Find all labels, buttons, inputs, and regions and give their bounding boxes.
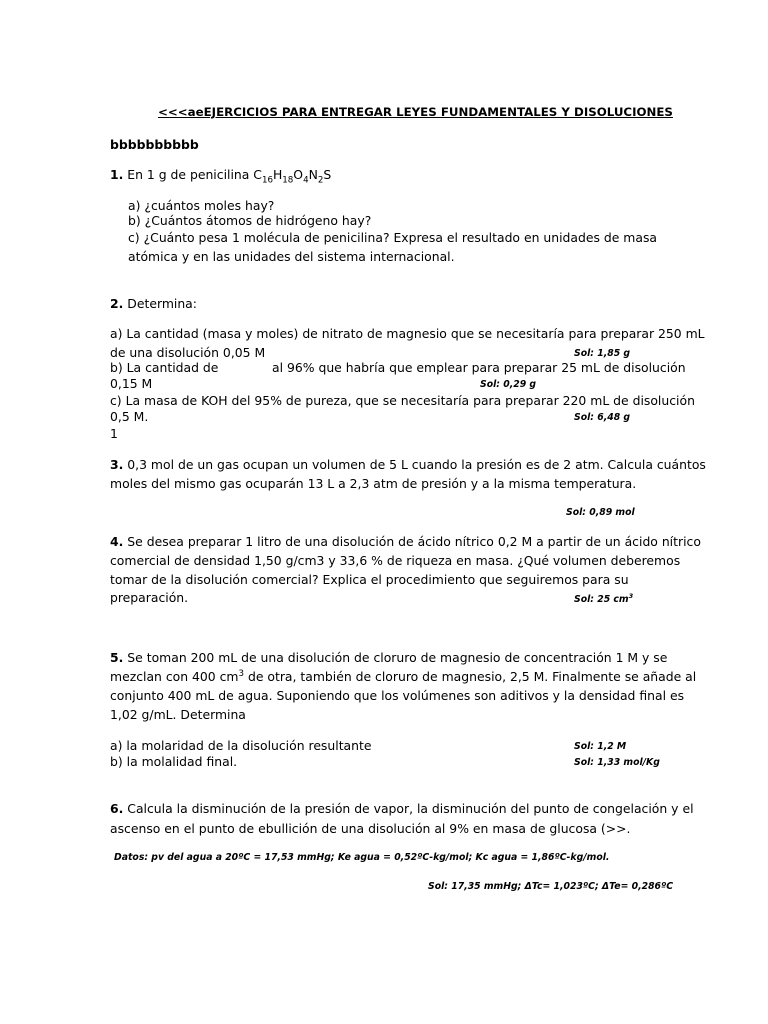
exercise-2-item-a-line2: de una disolución 0,05 M [110,345,266,360]
formula-subscript: 4 [303,175,309,186]
data-note: Datos: pv del agua a 20ºC = 17,53 mmHg; Ke agua = 0,52ºC-kg/mol; Kc agua = 1,86ºC-kg/mol. [114,852,610,863]
exercise-3-line2: moles del mismo gas ocuparán 13 L a 2,3 atm de presión y a la misma temperatura. [110,476,637,491]
exercise-4-line4: preparación. [110,590,189,605]
solution-label: Sol: 1,33 mol/Kg [574,757,660,768]
exercise-2-intro [110,298,197,310]
exercise-number: 4. [110,534,124,549]
exercise-text: Calcula la disminución de la presión de vapor, la disminución del punto de congelación y el [127,801,694,816]
solution-label: Sol: 0,29 g [480,379,537,390]
exercise-text: En 1 g de penicilina C [127,167,262,182]
formula-element: S [323,167,332,182]
exercise-text: Se toman 200 mL de una disolución de cloruro de magnesio de concentración 1 M y se [127,650,668,665]
formula-element: H [272,167,283,182]
solution-label [574,591,634,605]
formula-element: N [308,167,318,182]
exercise-4-line1 [110,536,701,548]
exercise-2-item-b-line1-left: b) La cantidad de [110,360,219,375]
exercise-5-item-b: b) la molalidad final. [110,754,238,769]
formula-element: O [293,167,304,182]
exercise-text: de otra, también de cloruro de magnesio, 2,5 M. Finalmente se añade al [244,669,697,684]
exercise-number: 3. [110,457,124,472]
exercise-1-item-b: b) ¿Cuántos átomos de hidrógeno hay? [128,213,372,228]
solution-label: Sol: 6,48 g [574,412,631,423]
exercise-text: Se desea preparar 1 litro de una disolución de ácido nítrico 0,2 M a partir de un ácido nítrico [127,534,701,549]
exercise-5-line1 [110,652,667,664]
stray-number: 1 [110,426,118,441]
exercise-2-item-a-line1: a) La cantidad (masa y moles) de nitrato de magnesio que se necesitaría para preparar 250 mL [110,326,705,341]
formula-subscript: 18 [282,175,294,186]
exercise-2-item-c-line1: c) La masa de KOH del 95% de pureza, que se necesitaría para preparar 220 mL de disolución [110,393,695,408]
exercise-number: 6. [110,801,124,816]
subtitle-text: bbbbbbbbbb [110,137,199,152]
unit-superscript: 3 [628,591,634,600]
exercise-number: 2. [110,296,124,311]
solution-label: Sol: 0,89 mol [566,507,635,518]
exercise-6-line2: ascenso en el punto de ebullición de una disolución al 9% en masa de glucosa (>>. [110,821,631,836]
exercise-2-item-c-line2: 0,5 M. [110,409,149,424]
exercise-1-item-a: a) ¿cuántos moles hay? [128,198,275,213]
exercise-number: 1. [110,167,124,182]
exercise-4-line3: tomar de la disolución comercial? Explica el procedimiento que seguiremos para su [110,572,629,587]
exercise-2-item-b-line2: 0,15 M [110,376,153,391]
solution-label: Sol: 17,35 mmHg; ΔTc= 1,023ºC; ΔTe= 0,286ºC [428,881,674,892]
exercise-5-line3: conjunto 400 mL de agua. Suponiendo que los volúmenes son aditivos y la densidad final es [110,688,685,703]
formula-subscript: 16 [261,175,273,186]
exercise-3-line1 [110,459,706,471]
formula-subscript: 2 [317,175,324,186]
exercise-5-line2 [110,668,697,684]
solution-label: Sol: 1,85 g [574,348,631,359]
exercise-5-line4: 1,02 g/mL. Determina [110,707,246,722]
exercise-text: Determina: [127,296,197,311]
exercise-text: 0,3 mol de un gas ocupan un volumen de 5 L cuando la presión es de 2 atm. Calcula cuántos [123,457,706,472]
exercise-text: mezclan con 400 cm [110,669,239,684]
document-title: <<<aeEJERCICIOS PARA ENTREGAR LEYES FUNDAMENTALES Y DISOLUCIONES [158,105,673,119]
exercise-1-item-c-line1: c) ¿Cuánto pesa 1 molécula de penicilina? Expresa el resultado en unidades de masa [128,230,657,245]
exercise-6-line1 [110,803,694,815]
exercise-number: 5. [110,650,124,665]
unit-superscript: 3 [238,668,245,679]
solution-text: Sol: 25 cm [574,594,629,605]
exercise-2-item-b-line1-right: al 96% que habría que emplear para preparar 25 mL de disolución [272,360,686,375]
exercise-4-line2: comercial de densidad 1,50 g/cm3 y 33,6 % de riqueza en masa. ¿Qué volumen deberemos [110,553,681,568]
exercise-1-item-c-line2: atómica y en las unidades del sistema internacional. [128,249,455,264]
exercise-5-item-a: a) la molaridad de la disolución resultante [110,738,372,753]
exercise-1-intro [110,167,332,186]
solution-label: Sol: 1,2 M [574,741,627,752]
